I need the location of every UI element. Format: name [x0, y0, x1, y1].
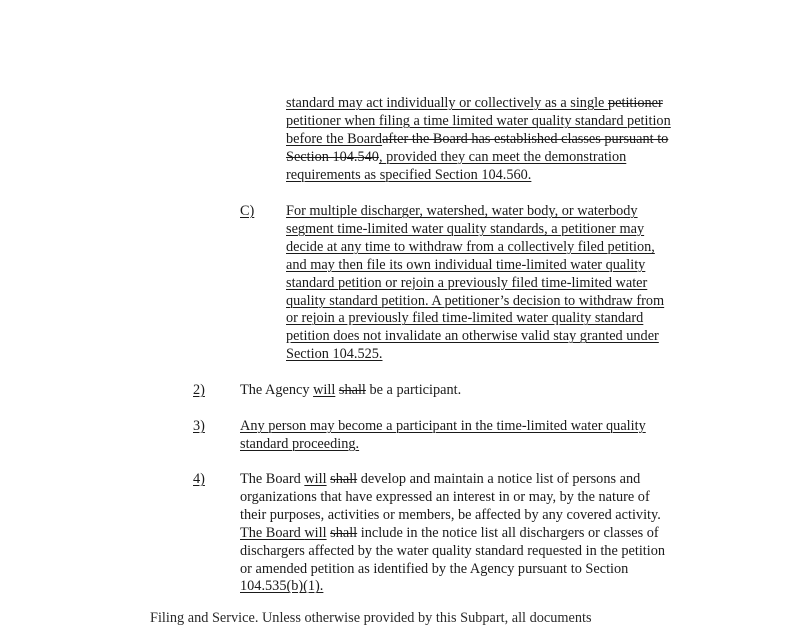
text-line: [240, 525, 665, 543]
inserted-text: will: [313, 382, 336, 398]
text-line: petitioner when filing a time limited water quality standard petition: [286, 112, 671, 129]
text-line: 104.535(b)(1).: [240, 578, 324, 595]
plain-text: be a participant.: [365, 382, 462, 398]
plain-text: develop and maintain a notice list of persons and: [357, 471, 641, 487]
plain-text: The Agency: [240, 382, 314, 398]
text-line: For multiple discharger, watershed, water body, or waterbody: [286, 203, 638, 219]
struck-text: shall: [330, 524, 358, 541]
text-line: or amended petition as identified by the Agency pursuant to Section: [240, 560, 629, 577]
text-line: standard petition or rejoin a previously filed time-limited water: [286, 274, 648, 291]
text-line: petition does not invalidate an otherwise valid stay granted under: [286, 328, 659, 345]
text-line: [286, 149, 671, 167]
struck-text: after the Board has established classes pursuant to: [382, 130, 669, 147]
plain-text: include in the notice list all dischargers or classes of: [357, 524, 659, 541]
plain-text: The Board: [240, 471, 305, 487]
item-2-text: [240, 382, 461, 400]
item-3-label: 3): [193, 418, 205, 434]
inserted-text: will: [304, 524, 327, 541]
text-line: [286, 95, 671, 113]
text-line: [286, 131, 671, 149]
text-line: segment time-limited water quality standards, a petitioner may: [286, 220, 645, 237]
text-line: organizations that have expressed an interest in or may, by the nature of: [240, 488, 650, 505]
text-line: [240, 382, 461, 400]
item-3-text: [240, 418, 646, 454]
item-c-text: [286, 203, 664, 364]
item-4-text: [240, 471, 665, 596]
struck-text: petitioner: [607, 95, 663, 111]
inserted-text: before the Board: [286, 130, 383, 147]
text-line: dischargers affected by the water quality standard requested in the petition: [240, 542, 666, 559]
item-c-label: C): [240, 203, 255, 219]
inserted-text: will: [304, 471, 327, 487]
item-4-label: 4): [193, 471, 205, 487]
paragraph-b-continuation: [286, 95, 671, 185]
text-line: decide at any time to withdraw from a collectively filed petition,: [286, 238, 655, 255]
item-2-label: 2): [193, 382, 205, 398]
next-section-cutoff: Filing and Service. Unless otherwise provided by this Subpart, all documents: [150, 610, 592, 626]
text-line: [240, 471, 665, 489]
text-line: quality standard petition. A petitioner’s decision to withdraw from: [286, 292, 665, 309]
struck-text: shall: [330, 471, 358, 487]
inserted-text: standard may act individually or collectively as a single: [286, 95, 608, 111]
text-line: Section 104.525.: [286, 346, 383, 363]
text-line: requirements as specified Section 104.560.: [286, 166, 532, 183]
struck-text: shall: [338, 382, 366, 398]
text-line: and may then file its own individual time-limited water quality: [286, 256, 646, 273]
text-line: standard proceeding.: [240, 435, 360, 452]
inserted-text: , provided they can meet the demonstration: [378, 148, 627, 165]
plain-text: The Board: [240, 524, 305, 541]
text-line: their purposes, activities or members, be affected by any covered activity.: [240, 506, 661, 523]
text-line: or rejoin a previously filed time-limited water quality standard: [286, 310, 644, 327]
struck-text: Section 104.540: [286, 148, 379, 165]
text-line: Any person may become a participant in the time-limited water quality: [240, 418, 646, 434]
